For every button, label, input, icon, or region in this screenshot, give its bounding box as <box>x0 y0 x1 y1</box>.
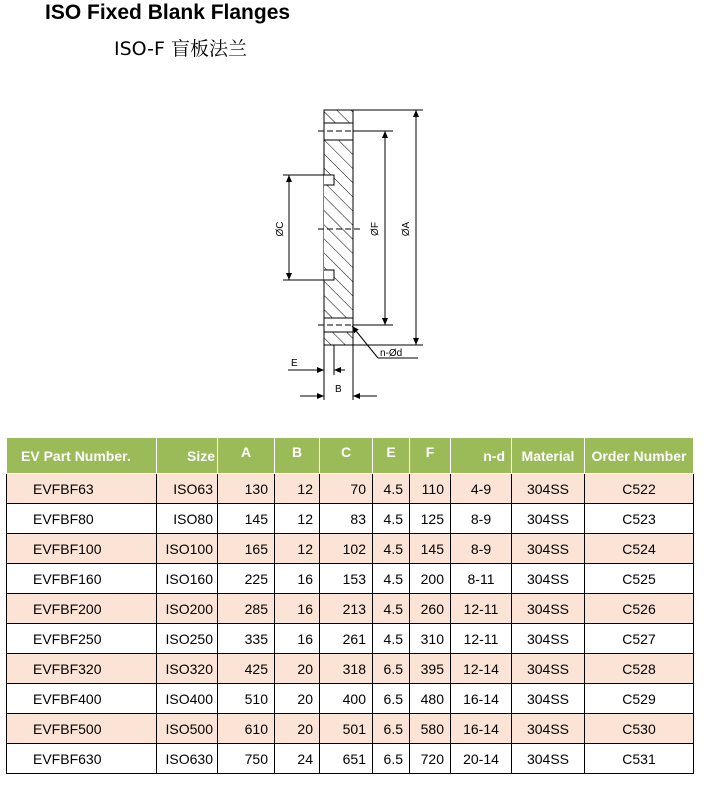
cell-part-number: EVFBF500 <box>7 714 157 744</box>
header-order-number: Order Number <box>585 438 694 474</box>
label-f: ØF <box>370 222 381 236</box>
flange-table <box>6 437 694 774</box>
header-f: F <box>410 438 451 474</box>
cell-b: 12 <box>275 474 320 504</box>
cell-part-number: EVFBF250 <box>7 624 157 654</box>
cell-order-number: C529 <box>585 684 694 714</box>
cell-material: 304SS <box>512 744 585 774</box>
cell-material: 304SS <box>512 654 585 684</box>
cell-f: 480 <box>410 684 451 714</box>
header-material: Material <box>512 438 585 474</box>
cell-f: 720 <box>410 744 451 774</box>
cell-order-number: C528 <box>585 654 694 684</box>
cell-b: 16 <box>275 564 320 594</box>
cell-material: 304SS <box>512 564 585 594</box>
cell-f: 110 <box>410 474 451 504</box>
cell-a: 130 <box>218 474 275 504</box>
header-a: A <box>218 438 275 474</box>
cell-e: 4.5 <box>373 564 410 594</box>
dimension-f <box>353 131 393 325</box>
table-row <box>7 594 694 624</box>
label-nd: n-Ød <box>380 348 403 359</box>
cell-f: 260 <box>410 594 451 624</box>
cell-order-number: C527 <box>585 624 694 654</box>
cell-e: 6.5 <box>373 684 410 714</box>
cell-c: 153 <box>320 564 373 594</box>
cell-part-number: EVFBF400 <box>7 684 157 714</box>
cell-order-number: C524 <box>585 534 694 564</box>
cell-a: 425 <box>218 654 275 684</box>
cell-c: 400 <box>320 684 373 714</box>
cell-size: ISO320 <box>157 654 218 684</box>
cell-a: 610 <box>218 714 275 744</box>
cell-material: 304SS <box>512 714 585 744</box>
cell-nd: 16-14 <box>451 714 512 744</box>
cell-c: 261 <box>320 624 373 654</box>
header-nd: n-d <box>451 438 512 474</box>
cell-part-number: EVFBF80 <box>7 504 157 534</box>
cell-material: 304SS <box>512 624 585 654</box>
header-c: C <box>320 438 373 474</box>
cell-material: 304SS <box>512 684 585 714</box>
cell-order-number: C530 <box>585 714 694 744</box>
cell-f: 125 <box>410 504 451 534</box>
table-row <box>7 504 694 534</box>
header-e: E <box>373 438 410 474</box>
cell-b: 20 <box>275 714 320 744</box>
table-row <box>7 714 694 744</box>
cell-nd: 12-11 <box>451 594 512 624</box>
cell-part-number: EVFBF320 <box>7 654 157 684</box>
cell-a: 145 <box>218 504 275 534</box>
table-row <box>7 654 694 684</box>
flange-section <box>318 110 360 345</box>
cell-size: ISO80 <box>157 504 218 534</box>
cell-part-number: EVFBF200 <box>7 594 157 624</box>
cell-nd: 12-11 <box>451 624 512 654</box>
cell-nd: 20-14 <box>451 744 512 774</box>
cell-c: 318 <box>320 654 373 684</box>
cell-a: 165 <box>218 534 275 564</box>
cell-e: 6.5 <box>373 744 410 774</box>
header-size: Size <box>157 438 218 474</box>
label-e: E <box>291 358 298 369</box>
dimension-a <box>353 110 423 345</box>
cell-a: 225 <box>218 564 275 594</box>
cell-a: 510 <box>218 684 275 714</box>
cell-nd: 8-11 <box>451 564 512 594</box>
cell-material: 304SS <box>512 474 585 504</box>
cell-size: ISO630 <box>157 744 218 774</box>
table-row <box>7 684 694 714</box>
cell-e: 6.5 <box>373 654 410 684</box>
cell-material: 304SS <box>512 504 585 534</box>
cell-b: 20 <box>275 684 320 714</box>
cell-b: 16 <box>275 594 320 624</box>
cell-order-number: C531 <box>585 744 694 774</box>
cell-nd: 8-9 <box>451 534 512 564</box>
label-c: ØC <box>275 221 286 237</box>
cell-size: ISO63 <box>157 474 218 504</box>
cell-material: 304SS <box>512 534 585 564</box>
cell-part-number: EVFBF100 <box>7 534 157 564</box>
cell-e: 4.5 <box>373 534 410 564</box>
dimension-b <box>300 345 377 400</box>
header-part-number: EV Part Number. <box>7 438 157 474</box>
cell-b: 20 <box>275 654 320 684</box>
cell-order-number: C523 <box>585 504 694 534</box>
table-row <box>7 534 694 564</box>
cell-size: ISO160 <box>157 564 218 594</box>
cell-e: 4.5 <box>373 624 410 654</box>
cell-c: 651 <box>320 744 373 774</box>
cell-e: 4.5 <box>373 504 410 534</box>
cell-size: ISO200 <box>157 594 218 624</box>
cell-size: ISO250 <box>157 624 218 654</box>
cell-f: 200 <box>410 564 451 594</box>
dimension-nd <box>352 326 418 359</box>
page-subtitle: ISO-F 盲板法兰 <box>114 38 247 60</box>
cell-c: 70 <box>320 474 373 504</box>
cell-order-number: C525 <box>585 564 694 594</box>
cell-b: 16 <box>275 624 320 654</box>
cell-a: 335 <box>218 624 275 654</box>
cell-nd: 16-14 <box>451 684 512 714</box>
table-row <box>7 744 694 774</box>
cell-part-number: EVFBF630 <box>7 744 157 774</box>
cell-c: 102 <box>320 534 373 564</box>
cell-c: 501 <box>320 714 373 744</box>
cell-a: 285 <box>218 594 275 624</box>
cell-f: 395 <box>410 654 451 684</box>
cell-a: 750 <box>218 744 275 774</box>
cell-f: 310 <box>410 624 451 654</box>
cell-c: 83 <box>320 504 373 534</box>
cell-size: ISO100 <box>157 534 218 564</box>
cell-nd: 4-9 <box>451 474 512 504</box>
label-b: B <box>335 384 342 395</box>
cell-f: 145 <box>410 534 451 564</box>
label-a: ØA <box>401 221 412 237</box>
cell-e: 6.5 <box>373 714 410 744</box>
cell-order-number: C526 <box>585 594 694 624</box>
cell-size: ISO500 <box>157 714 218 744</box>
cell-part-number: EVFBF160 <box>7 564 157 594</box>
cell-e: 4.5 <box>373 594 410 624</box>
cell-c: 213 <box>320 594 373 624</box>
cell-part-number: EVFBF63 <box>7 474 157 504</box>
table-row <box>7 474 694 504</box>
cell-b: 12 <box>275 504 320 534</box>
cell-nd: 8-9 <box>451 504 512 534</box>
page-title: ISO Fixed Blank Flanges <box>45 1 291 24</box>
table-row <box>7 564 694 594</box>
cell-b: 12 <box>275 534 320 564</box>
cell-nd: 12-14 <box>451 654 512 684</box>
cell-material: 304SS <box>512 594 585 624</box>
cell-order-number: C522 <box>585 474 694 504</box>
table-header-row <box>7 438 694 474</box>
header-b: B <box>275 438 320 474</box>
cell-size: ISO400 <box>157 684 218 714</box>
table-row <box>7 624 694 654</box>
cell-b: 24 <box>275 744 320 774</box>
cell-f: 580 <box>410 714 451 744</box>
cell-e: 4.5 <box>373 474 410 504</box>
